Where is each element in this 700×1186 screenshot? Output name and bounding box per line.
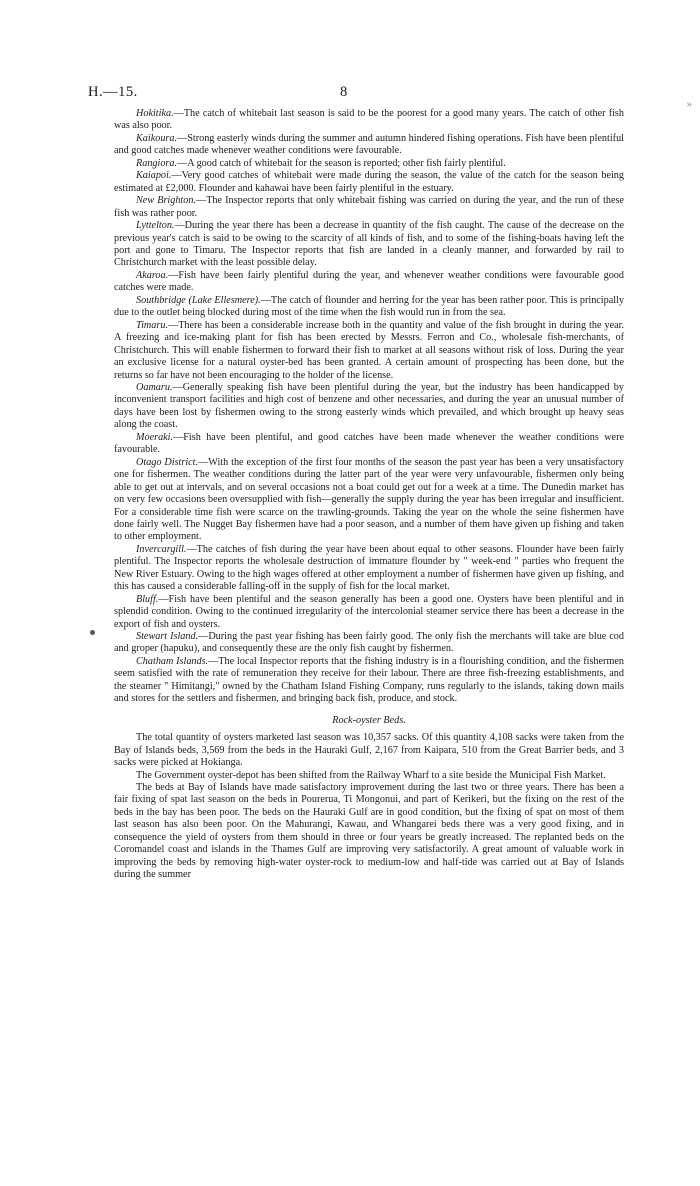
place-name: Kaiapoi. <box>136 170 172 182</box>
place-name: Stewart Island. <box>136 631 199 643</box>
page-number: 8 <box>340 84 348 100</box>
report-text: —A good catch of whitebait for the season is reported; other fish fairly plentiful. <box>177 157 506 169</box>
report-text: —The local Inspector reports that the fishing industry is in a flourishing condition, and the fishermen seem satisfied with the rate of remuneration they receive for their labour. There are three fish-freezing establishments, and the steamer " Himitangi," owned by the Chatham Island Fishing Company, runs regularly to the islands, taking down mails and stores for the settlers and fishermen, and bringing back fish, produce, and stock. <box>114 655 624 705</box>
report-paragraph <box>114 133 624 158</box>
place-name: Rangiora. <box>136 157 178 169</box>
report-text: —Very good catches of whitebait were made during the season, the value of the catch for the season being estimated at £2,000. Flounder and kahawai have been fairly plentiful in the estuary. <box>114 170 624 194</box>
report-paragraph <box>114 108 624 133</box>
report-text: —Fish have been plentiful, and good catches have been made whenever the weather conditions were favourable. <box>114 431 624 456</box>
place-name: Southbridge (Lake Ellesmere). <box>136 294 261 306</box>
report-text: —During the past year fishing has been fairly good. The only fish the merchants will take are blue cod and groper (hapuku), and consequently these are the only fish caught by fishermen. <box>114 631 624 655</box>
place-name: Moeraki. <box>136 431 174 443</box>
report-text: —Strong easterly winds during the summer and autumn hindered fishing operations. Fish have been plentiful and good catches made whenever weather conditions were favourable. <box>114 132 624 157</box>
report-paragraph <box>114 594 624 631</box>
place-name: Bluff. <box>136 593 159 605</box>
report-paragraph <box>114 631 624 656</box>
place-name: Hokitika. <box>136 108 174 119</box>
report-paragraph <box>114 656 624 706</box>
report-paragraph <box>114 432 624 457</box>
place-name: Kaikoura. <box>136 132 178 144</box>
report-text: —The catch of whitebait last season is said to be the poorest for a good many years. The catch of other fish was also poor. <box>114 108 624 132</box>
report-paragraph <box>114 457 624 544</box>
regional-reports <box>114 108 624 706</box>
page-header <box>88 84 620 104</box>
section-paragraph: The beds at Bay of Islands have made satisfactory improvement during the last two or three years. There has been a fair fixing of spat last season on the beds in Pourerua, Ti Mongonui, and part of Kerikeri, but the fixing on the rest of the beds in the bay has been poor. The beds on the Hauraki Gulf are in good condition, but the fixing of spat on most of them last season has also been poor. On the Mahurangi, Kawau, and Whangarei beds there was a very good fixing, and in consequence the yield of oysters from them should in three or four years be greatly increased. The replanted beds on the Coromandel coast and islands in the Thames Gulf are improving very satisfactorily. A great amount of valuable work in improving the beds by removing high-water oyster-rock to medium-low and half-tide was carried out at Bay of Islands during the summer <box>114 782 624 881</box>
margin-mark: » <box>686 98 692 110</box>
place-name: Timaru. <box>136 319 168 331</box>
report-paragraph <box>114 195 624 220</box>
report-text: —Fish have been fairly plentiful during the year, and whenever weather conditions were favourable good catches were made. <box>114 269 624 294</box>
place-name: Oamaru. <box>136 381 173 393</box>
report-text: —The catches of fish during the year have been about equal to other seasons. Flounder have been fairly plentiful. The Inspector reports the wholesale destruction of immature flounder by " week-end " parties who frequent the New River Estuary. Owing to the high wages offered at other employment a number of fishermen have given up fishing, and this has caused a considerable falling-off in the supply of fish for the local market. <box>114 543 624 593</box>
section-paragraph: The Government oyster-depot has been shifted from the Railway Wharf to a site beside the Municipal Fish Market. <box>136 769 606 781</box>
report-paragraph <box>114 382 624 432</box>
section-body <box>114 732 624 881</box>
place-name: Invercargill. <box>136 543 187 555</box>
report-text: —Generally speaking fish have been plentiful during the year, but the industry has been handicapped by inconvenient transport facilities and high cost of benzene and other necessaries, and during the year an unusual number of days have been lost by fishermen owing to the strong easterly winds which prevailed, and which brought up heavy seas along the coast. <box>114 381 624 431</box>
report-paragraph <box>114 220 624 270</box>
report-text: —The Inspector reports that only whitebait fishing was carried on during the year, and the run of these fish was rather poor. <box>114 195 624 219</box>
report-text: —There has been a considerable increase both in the quantity and value of the fish brought in during the year. A freezing and ice-making plant for fish has been erected by Messrs. Ferron and Co., wholesale fish-merchants, of Christchurch. This will enable fishermen to forward their fish to market at all seasons without risk of loss. During the year an exclusive license for a natural oyster-bed has been granted. A certain amount of prospecting has been done, but the returns so far have not been encouraging to the holder of the license. <box>114 319 624 381</box>
document-body <box>114 108 624 882</box>
section-paragraph: The total quantity of oysters marketed last season was 10,357 sacks. Of this quantity 4,108 sacks were taken from the Bay of Islands beds, 3,569 from the beds in the Hauraki Gulf, 2,167 from Kaipara, 510 from the Great Barrier beds, and 3 sacks were picked at Hokianga. <box>114 732 624 769</box>
report-paragraph <box>114 320 624 382</box>
margin-dot <box>90 630 95 635</box>
place-name: Chatham Islands. <box>136 655 209 667</box>
report-text: —With the exception of the first four months of the season the past year has been a very unsatisfactory one for fishermen. The weather conditions during the latter part of the year were very unfavourable, fishermen only being able to get out at intervals, and on several occasions not a boat could get out for a week at a time. The Dunedin market has on very few occasions been oversupplied with fish—generally the supply during the year has been irregular and insufficient. For a considerable time fish were scarce on the trawling-grounds. Taking the year on the whole the seine fishermen have done fairly well. The Nugget Bay fishermen have had a poor season, and a number of them have given up fishing and taken to other employment. <box>114 456 624 543</box>
report-paragraph <box>114 544 624 594</box>
report-text: —During the year there has been a decrease in quantity of the fish caught. The cause of the decrease on the previous year's catch is said to be owing to the scarcity of all kinds of fish, and to some of the fishing-boats having left the port and gone to Timaru. The Inspector reports that fish are landed in a cleanly manner, and forwarded by rail to Christchurch market with the least possible delay. <box>114 220 624 269</box>
place-name: New Brighton. <box>136 195 196 207</box>
document-reference: H.—15. <box>88 84 138 100</box>
place-name: Otago District. <box>136 456 199 468</box>
report-paragraph <box>114 158 624 170</box>
place-name: Lyttelton. <box>136 220 175 232</box>
report-paragraph <box>114 295 624 320</box>
report-paragraph <box>114 270 624 295</box>
report-text: —Fish have been plentiful and the season generally has been a good one. Oysters have been plentiful and in splendid condition. Owing to the continued irregularity of the intercolonial steamer service there has been a decrease in the export of fish and oysters. <box>114 593 624 630</box>
report-text: —The catch of flounder and herring for the year has been rather poor. This is principally due to the outlet being blocked during most of the time when the fish would run in from the sea. <box>114 294 625 319</box>
place-name: Akaroa. <box>136 269 169 281</box>
section-title: Rock-oyster Beds. <box>332 714 406 726</box>
report-paragraph <box>114 170 624 195</box>
